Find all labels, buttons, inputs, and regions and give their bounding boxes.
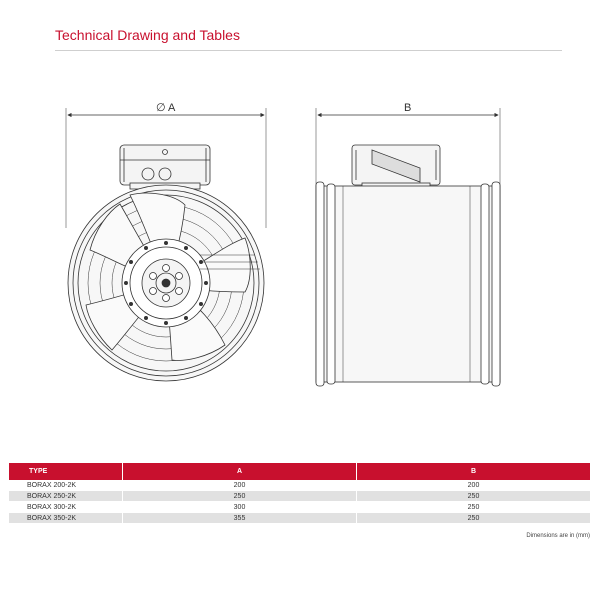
cell-type: BORAX 300-2K [9,502,122,513]
dimensions-table [8,463,591,524]
table-row [9,491,590,502]
cell-a: 250 [123,491,356,502]
cell-b: 200 [357,480,590,491]
dimensions-note: Dimensions are in (mm) [526,533,590,539]
cell-b: 250 [357,513,590,524]
cell-type: BORAX 200-2K [9,480,122,491]
table-header-row [9,463,590,480]
page-title: Technical Drawing and Tables [55,27,240,43]
table-row [9,513,590,524]
cell-a: 355 [123,513,356,524]
cell-type: BORAX 250-2K [9,491,122,502]
header-a: A [123,463,356,480]
fan-front-view [68,145,264,381]
cell-a: 200 [123,480,356,491]
cell-type: BORAX 350-2K [9,513,122,524]
table-row [9,480,590,491]
dimension-a-label: ∅ A [156,102,176,114]
header-b: B [357,463,590,480]
cell-b: 250 [357,491,590,502]
dimension-b-label: B [404,102,412,114]
cell-b: 250 [357,502,590,513]
table-row [9,502,590,513]
header-type: TYPE [9,463,122,480]
fan-side-view [316,145,500,386]
cell-a: 300 [123,502,356,513]
